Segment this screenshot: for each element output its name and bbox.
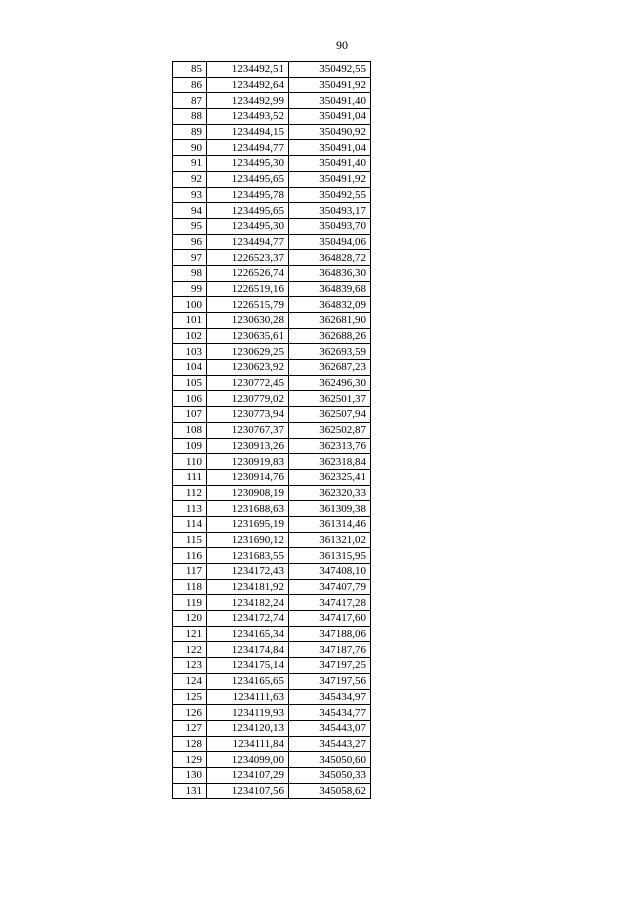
table-row [173,344,371,360]
y-coordinate-cell: 350491,04 [289,140,371,156]
table-row [173,611,371,627]
table-row [173,689,371,705]
y-coordinate-cell: 347197,56 [289,673,371,689]
table-row [173,313,371,329]
y-coordinate-cell: 362313,76 [289,438,371,454]
table-row [173,422,371,438]
point-number-cell: 130 [173,767,207,783]
y-coordinate-cell: 345443,07 [289,720,371,736]
y-coordinate-cell: 350493,70 [289,218,371,234]
y-coordinate-cell: 347187,76 [289,642,371,658]
y-coordinate-cell: 350491,92 [289,171,371,187]
x-coordinate-cell: 1230635,61 [207,328,289,344]
y-coordinate-cell: 362507,94 [289,407,371,423]
table-row [173,140,371,156]
y-coordinate-cell: 350491,04 [289,109,371,125]
y-coordinate-cell: 347407,79 [289,579,371,595]
table-row [173,281,371,297]
point-number-cell: 129 [173,752,207,768]
point-number-cell: 100 [173,297,207,313]
table-row [173,673,371,689]
y-coordinate-cell: 345058,62 [289,783,371,799]
point-number-cell: 98 [173,265,207,281]
point-number-cell: 112 [173,485,207,501]
y-coordinate-cell: 362501,37 [289,391,371,407]
x-coordinate-cell: 1230914,76 [207,469,289,485]
point-number-cell: 118 [173,579,207,595]
y-coordinate-cell: 364832,09 [289,297,371,313]
x-coordinate-cell: 1234107,56 [207,783,289,799]
point-number-cell: 86 [173,77,207,93]
x-coordinate-cell: 1234175,14 [207,658,289,674]
table-row [173,250,371,266]
point-number-cell: 95 [173,218,207,234]
point-number-cell: 94 [173,203,207,219]
table-row [173,595,371,611]
x-coordinate-cell: 1230623,92 [207,360,289,376]
point-number-cell: 104 [173,360,207,376]
x-coordinate-cell: 1230772,45 [207,375,289,391]
y-coordinate-cell: 345050,33 [289,767,371,783]
point-number-cell: 117 [173,564,207,580]
point-number-cell: 119 [173,595,207,611]
point-number-cell: 123 [173,658,207,674]
x-coordinate-cell: 1231688,63 [207,501,289,517]
point-number-cell: 126 [173,705,207,721]
point-number-cell: 96 [173,234,207,250]
point-number-cell: 97 [173,250,207,266]
x-coordinate-cell: 1234111,84 [207,736,289,752]
point-number-cell: 93 [173,187,207,203]
point-number-cell: 85 [173,62,207,78]
point-number-cell: 105 [173,375,207,391]
point-number-cell: 116 [173,548,207,564]
table-row [173,642,371,658]
page-number: 90 [336,38,348,52]
y-coordinate-cell: 345434,97 [289,689,371,705]
point-number-cell: 128 [173,736,207,752]
point-number-cell: 88 [173,109,207,125]
point-number-cell: 91 [173,156,207,172]
point-number-cell: 131 [173,783,207,799]
table-row [173,658,371,674]
point-number-cell: 114 [173,516,207,532]
x-coordinate-cell: 1230919,83 [207,454,289,470]
y-coordinate-cell: 362320,33 [289,485,371,501]
table-row [173,548,371,564]
point-number-cell: 122 [173,642,207,658]
table-row [173,767,371,783]
point-number-cell: 90 [173,140,207,156]
point-number-cell: 113 [173,501,207,517]
y-coordinate-cell: 347408,10 [289,564,371,580]
point-number-cell: 127 [173,720,207,736]
x-coordinate-cell: 1230773,94 [207,407,289,423]
table-row [173,407,371,423]
x-coordinate-cell: 1230630,28 [207,313,289,329]
table-row [173,203,371,219]
x-coordinate-cell: 1234494,77 [207,234,289,250]
table-row [173,532,371,548]
table-row [173,501,371,517]
point-number-cell: 107 [173,407,207,423]
x-coordinate-cell: 1234495,30 [207,156,289,172]
table-row [173,360,371,376]
y-coordinate-cell: 350491,40 [289,156,371,172]
x-coordinate-cell: 1234495,65 [207,203,289,219]
coordinates-table-body [173,62,371,799]
y-coordinate-cell: 350490,92 [289,124,371,140]
x-coordinate-cell: 1231695,19 [207,516,289,532]
y-coordinate-cell: 364828,72 [289,250,371,266]
table-row [173,77,371,93]
y-coordinate-cell: 364836,30 [289,265,371,281]
table-row [173,328,371,344]
x-coordinate-cell: 1234181,92 [207,579,289,595]
table-row [173,705,371,721]
x-coordinate-cell: 1234495,65 [207,171,289,187]
y-coordinate-cell: 350492,55 [289,187,371,203]
table-row [173,752,371,768]
x-coordinate-cell: 1234492,99 [207,93,289,109]
x-coordinate-cell: 1226526,74 [207,265,289,281]
point-number-cell: 111 [173,469,207,485]
y-coordinate-cell: 347188,06 [289,626,371,642]
x-coordinate-cell: 1226519,16 [207,281,289,297]
y-coordinate-cell: 361314,46 [289,516,371,532]
x-coordinate-cell: 1234492,51 [207,62,289,78]
y-coordinate-cell: 350492,55 [289,62,371,78]
y-coordinate-cell: 345443,27 [289,736,371,752]
table-row [173,234,371,250]
y-coordinate-cell: 362325,41 [289,469,371,485]
point-number-cell: 121 [173,626,207,642]
coordinates-table [172,61,371,799]
point-number-cell: 108 [173,422,207,438]
x-coordinate-cell: 1234120,13 [207,720,289,736]
x-coordinate-cell: 1230779,02 [207,391,289,407]
x-coordinate-cell: 1226523,37 [207,250,289,266]
point-number-cell: 92 [173,171,207,187]
point-number-cell: 103 [173,344,207,360]
table-row [173,626,371,642]
y-coordinate-cell: 362502,87 [289,422,371,438]
y-coordinate-cell: 362693,59 [289,344,371,360]
x-coordinate-cell: 1234493,52 [207,109,289,125]
y-coordinate-cell: 361309,38 [289,501,371,517]
table-row [173,93,371,109]
x-coordinate-cell: 1230767,37 [207,422,289,438]
y-coordinate-cell: 362688,26 [289,328,371,344]
point-number-cell: 99 [173,281,207,297]
x-coordinate-cell: 1234172,43 [207,564,289,580]
point-number-cell: 115 [173,532,207,548]
x-coordinate-cell: 1234119,93 [207,705,289,721]
x-coordinate-cell: 1234107,29 [207,767,289,783]
y-coordinate-cell: 350494,06 [289,234,371,250]
table-row [173,62,371,78]
table-row [173,564,371,580]
x-coordinate-cell: 1226515,79 [207,297,289,313]
y-coordinate-cell: 362687,23 [289,360,371,376]
y-coordinate-cell: 350493,17 [289,203,371,219]
x-coordinate-cell: 1234182,24 [207,595,289,611]
x-coordinate-cell: 1234494,77 [207,140,289,156]
y-coordinate-cell: 362496,30 [289,375,371,391]
y-coordinate-cell: 361315,95 [289,548,371,564]
point-number-cell: 101 [173,313,207,329]
x-coordinate-cell: 1234495,30 [207,218,289,234]
point-number-cell: 110 [173,454,207,470]
table-row [173,469,371,485]
table-row [173,124,371,140]
table-row [173,516,371,532]
table-row [173,438,371,454]
point-number-cell: 109 [173,438,207,454]
table-row [173,454,371,470]
point-number-cell: 124 [173,673,207,689]
table-row [173,109,371,125]
table-row [173,297,371,313]
x-coordinate-cell: 1234174,84 [207,642,289,658]
x-coordinate-cell: 1234165,34 [207,626,289,642]
point-number-cell: 120 [173,611,207,627]
x-coordinate-cell: 1231683,55 [207,548,289,564]
table-row [173,485,371,501]
y-coordinate-cell: 345050,60 [289,752,371,768]
x-coordinate-cell: 1234494,15 [207,124,289,140]
table-row [173,783,371,799]
point-number-cell: 125 [173,689,207,705]
table-row [173,375,371,391]
y-coordinate-cell: 364839,68 [289,281,371,297]
x-coordinate-cell: 1234099,00 [207,752,289,768]
x-coordinate-cell: 1230629,25 [207,344,289,360]
table-row [173,171,371,187]
table-row [173,579,371,595]
x-coordinate-cell: 1234172,74 [207,611,289,627]
point-number-cell: 87 [173,93,207,109]
point-number-cell: 89 [173,124,207,140]
x-coordinate-cell: 1231690,12 [207,532,289,548]
y-coordinate-cell: 362681,90 [289,313,371,329]
x-coordinate-cell: 1230908,19 [207,485,289,501]
y-coordinate-cell: 347417,28 [289,595,371,611]
x-coordinate-cell: 1234111,63 [207,689,289,705]
point-number-cell: 106 [173,391,207,407]
y-coordinate-cell: 361321,02 [289,532,371,548]
table-row [173,218,371,234]
table-row [173,156,371,172]
x-coordinate-cell: 1234495,78 [207,187,289,203]
x-coordinate-cell: 1234492,64 [207,77,289,93]
table-row [173,265,371,281]
x-coordinate-cell: 1234165,65 [207,673,289,689]
y-coordinate-cell: 350491,40 [289,93,371,109]
y-coordinate-cell: 350491,92 [289,77,371,93]
y-coordinate-cell: 362318,84 [289,454,371,470]
table-row [173,391,371,407]
table-row [173,736,371,752]
table-row [173,187,371,203]
x-coordinate-cell: 1230913,26 [207,438,289,454]
y-coordinate-cell: 345434,77 [289,705,371,721]
table-row [173,720,371,736]
y-coordinate-cell: 347197,25 [289,658,371,674]
point-number-cell: 102 [173,328,207,344]
y-coordinate-cell: 347417,60 [289,611,371,627]
